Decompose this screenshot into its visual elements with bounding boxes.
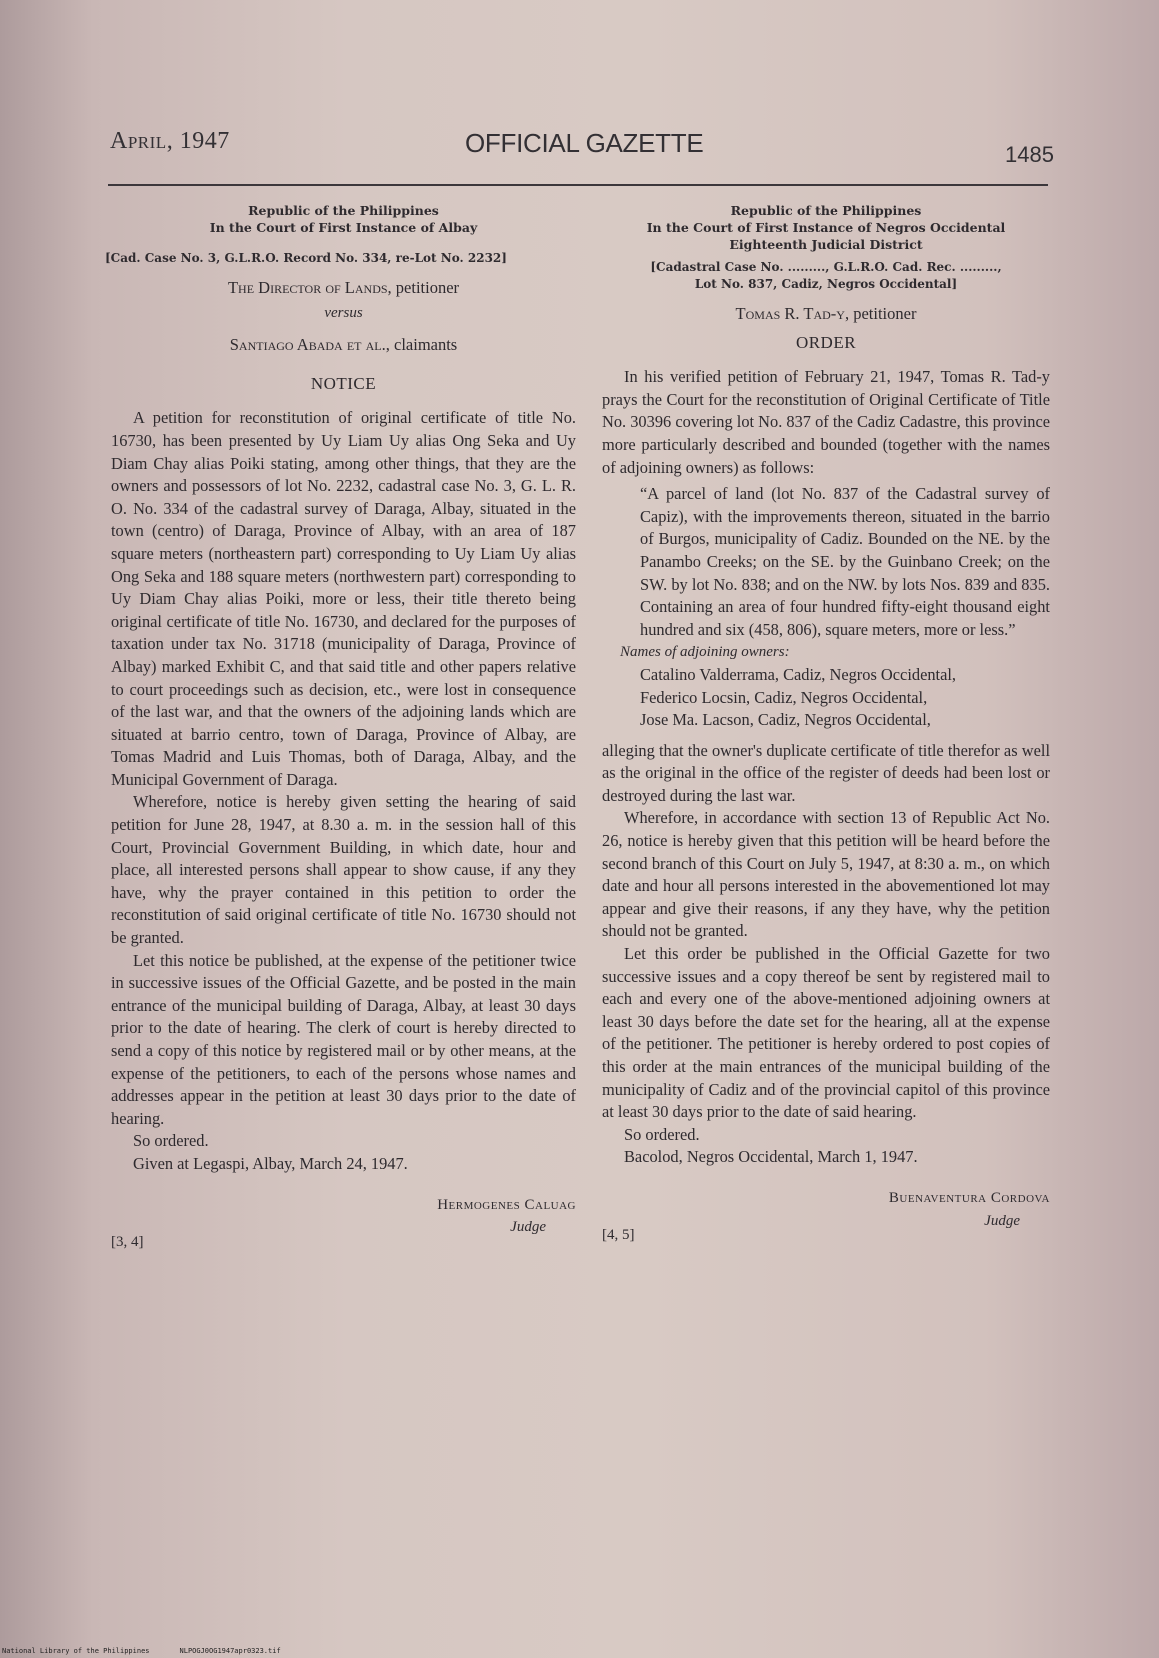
land-description-quote: “A parcel of land (lot No. 837 of the Cadastral survey of Capiz), with the improvements thereon, situated in the barrio of Burgos, municipality of Cadiz. Bounded on the NE. by the Panambo Creeks; on the SE. by the Guinbano Creek; on the SW. by lot No. 838; and on the NW. by lots Nos. 839 and 835. Containing an area of four hundred fifty-eight thousand eight hundred and six (458, 806), square meters, more or less.” (640, 484, 1050, 639)
order-paragraph-2: alleging that the owner's duplicate certificate of title therefor as well as the original in the office of the register of deeds had been lost or destroyed during the last war. (602, 740, 1050, 805)
signatory-title: Judge (984, 1212, 1020, 1229)
page-number: 1485 (1005, 142, 1054, 167)
order-title: ORDER (795, 332, 857, 352)
notice-paragraph-2: Wherefore, notice is hereby given setting the hearing of said petition for June 28, 1947, at 8.30 a. m. in the session hall of this Court, Provincial Government Building, in which date, hour and place, all interested persons shall appear to show cause, if any they have, why the prayer contained in this petition to order the reconstitution of said original certificate of title No. 16730 should not be granted. (111, 792, 576, 948)
court-heading: Republic of the Philippines In the Court of First Instance of Albay (209, 203, 478, 235)
given-at: Bacolod, Negros Occidental, March 1, 1947. (624, 1147, 918, 1167)
scan-footer: National Library of the Philippines NLPOGJ0OG1947apr0323.tif (2, 1647, 281, 1655)
given-at: Given at Legaspi, Albay, March 24, 1947. (133, 1153, 408, 1173)
case-reference: [Cadastral Case No. ........., G.L.R.O. Cad. Rec. ........., Lot No. 837, Cadiz, Negros Occidental] (650, 260, 1002, 291)
order-paragraph-4: Let this order be published in the Official Gazette for two successive issues and a copy thereof be sent by registered mail to each and every one of the above-mentioned adjoining owners at least 30 days before the date set for the hearing, all at the expense of the petitioner. The petitioner is hereby ordered to post copies of this order at the main entrances of the municipal building of the municipality of Cadiz and of the provincial capitol of this province at least 30 days prior to the date of said hearing. (602, 944, 1050, 1122)
issue-reference: [4, 5] (602, 1227, 635, 1244)
notice-paragraph-3: Let this notice be published, at the expense of the petitioner twice in successive issues of the Official Gazette, and be posted in the main entrance of the municipal building of Daraga, Albay, at least 30 days prior to the date of hearing. The clerk of court is hereby directed to send a copy of this notice by registered mail or by other means, at the expense of the petitioners, to each of the persons whose names and addresses appear in the petition at least 30 days prior to the date of hearing. (111, 950, 576, 1128)
header-rule (108, 184, 1048, 186)
adjoining-owner: Jose Ma. Lacson, Cadiz, Negros Occidental, (640, 710, 931, 730)
order-paragraph-1: In his verified petition of February 21, 1947, Tomas R. Tad-y prays the Court for the reconstitution of Original Certificate of Title No. 30396 covering lot No. 837 of the Cadiz Cadastre, this province more particularly described and bounded (together with the names of adjoining owners) as follows: (602, 367, 1050, 477)
signatory-title: Judge (510, 1219, 546, 1236)
petitioner-line: The Director of Lands, petitioner (227, 278, 460, 297)
adjoining-owner: Federico Locsin, Cadiz, Negros Occidental, (640, 687, 928, 707)
adjoining-owner: Catalino Valderrama, Cadiz, Negros Occidental, (640, 664, 957, 684)
notice-title: NOTICE (310, 373, 377, 393)
publication-title: OFFICIAL GAZETTE (465, 128, 704, 158)
signatory: Hermogenes Caluag (437, 1196, 576, 1213)
versus: versus (324, 304, 363, 321)
adjoining-owners-heading: Names of adjoining owners: (620, 644, 790, 661)
so-ordered: So ordered. (133, 1131, 209, 1151)
notice-paragraph-1: A petition for reconstitution of original certificate of title No. 16730, has been presented by Uy Liam Uy alias Ong Seka and Uy Diam Chay alias Poiki stating, among other things, that they are the owners and possessors of lot No. 2232, cadastral case No. 3, G. L. R. O. No. 334 of the cadastral survey of Daraga, Albay, situated in the town (centro) of Daraga, Province of Albay, with an area of 187 square meters (northeastern part) corresponding to Uy Liam Uy alias Ong Seka and 188 square meters (northwestern part) corresponding to Uy Diam Chay alias Poiki, more or less, their title thereto being original certificate of title No. 16730, and declared for the purposes of taxation under tax No. 31718 (municipality of Daraga, Province of Albay) marked Exhibit C, and that said title and other papers relative to court proceedings such as decision, etc., were lost in consequence of the last war, and that the owners of the adjoining lands which are situated at barrio centro, town of Daraga, Province of Albay, are Tomas Madrid and Luis Thomas, both of Daraga, Albay, and the Municipal Government of Daraga. (111, 408, 576, 789)
right-column (602, 202, 1050, 1247)
so-ordered: So ordered. (624, 1124, 700, 1144)
issue-reference: [3, 4] (111, 1233, 144, 1250)
issue-date: April, 1947 (110, 128, 230, 154)
case-reference: [Cad. Case No. 3, G.L.R.O. Record No. 334, re-Lot No. 2232] (105, 251, 507, 265)
signatory: Buenaventura Cordova (888, 1189, 1050, 1206)
petitioner-line: Tomas R. Tad-y, petitioner (735, 304, 917, 323)
claimants-line: Santiago Abada et al., claimants (229, 335, 458, 355)
left-column (105, 202, 576, 1253)
court-heading: Republic of the Philippines In the Court of First Instance of Negros Occidental Eighteenth Judicial District (646, 203, 1006, 252)
order-paragraph-3: Wherefore, in accordance with section 13 of Republic Act No. 26, notice is hereby given that this petition will be heard before the second branch of this Court on July 5, 1947, at 8:30 a. m., on which date and hour all persons interested in the abovementioned lot may appear and give their reasons, if any they have, why the petition should not be granted. (602, 808, 1050, 941)
